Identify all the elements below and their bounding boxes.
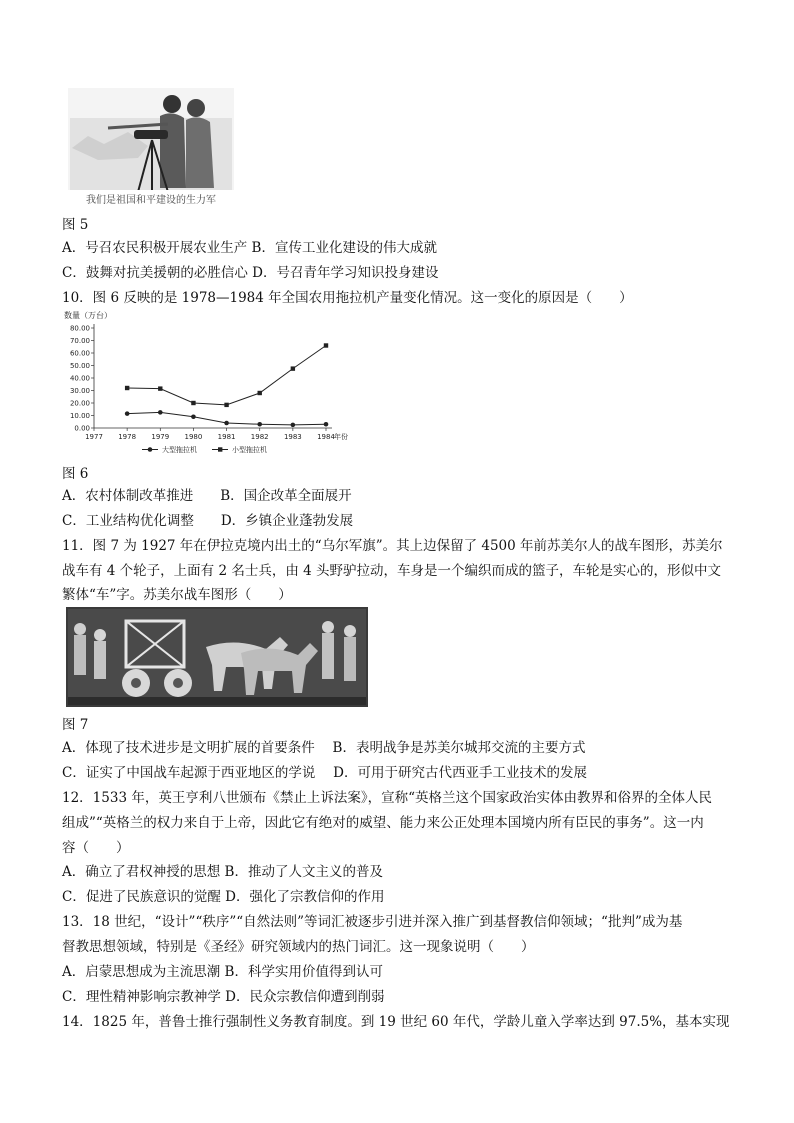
y-tick-label: 0.00 [74,424,90,433]
q12-line-1: 12．1533 年，英王亨利八世颁布《禁止上诉法案》，宣称“英格兰这个国家政治实体由教界和俗界的全体人民 [62,790,712,806]
q11-line-3: 繁体“车”字。苏美尔战车图形（ ） [62,587,292,603]
x-tick-label: 1983 [283,433,302,441]
q11-line-2: 战车有 4 个轮子，上面有 2 名士兵，由 4 头野驴拉动，车身是一个编织而成的篮子，车轮是实心的，形似中文 [62,563,722,579]
q11-line-1: 11．图 7 为 1927 年在伊拉克境内出土的“乌尔军旗”。其上边保留了 4500 年前苏美尔人的战车图形，苏美尔 [62,538,723,554]
q10-option-ab: A．农村体制改革推进 B．国企改革全面展开 [62,488,352,504]
y-tick-label: 10.00 [69,412,90,420]
x-axis-label: 年份 [334,433,348,441]
figure-5-label: 图 5 [62,217,89,233]
q12-option-ab: A．确立了君权神授的思想 B．推动了人文主义的普及 [62,864,383,880]
legend-label-2: 小型拖拉机 [232,446,267,454]
y-tick-label: 80.00 [69,324,90,333]
series-point-square [191,401,195,405]
x-tick-label: 1981 [217,433,236,441]
series-point-square [125,386,129,390]
q11-option-cd: C．证实了中国战车起源于西亚地区的学说 D．可用于研究古代西亚手工业技术的发展 [62,765,587,781]
q13-option-ab: A．启蒙思想成为主流思潮 B．科学实用价值得到认可 [62,964,383,980]
x-tick-label: 1982 [250,433,269,441]
x-tick-label: 1978 [118,433,137,441]
x-tick-label: 1977 [85,433,103,441]
poster-caption: 我们是祖国和平建设的生力军 [86,195,216,206]
q13-option-cd: C．理性精神影响宗教神学 D．民众宗教信仰遭到削弱 [62,989,385,1005]
series-point-circle [324,422,329,427]
poster-photo-image [68,88,234,208]
tractor-production-line-chart [62,310,362,460]
q14-line-1: 14．1825 年，普鲁士推行强制性义务教育制度。到 19 世纪 60 年代，学龄儿童入学率达到 97.5%，基本实现 [62,1014,730,1030]
chart-y-axis-label: 数量（万台） [64,311,112,320]
q11-option-ab: A．体现了技术进步是文明扩展的首要条件 B．表明战争是苏美尔城邦交流的主要方式 [62,740,586,756]
x-tick-label: 1984 [317,433,335,441]
x-tick-label: 1980 [184,433,203,441]
legend-marker-square [218,447,222,451]
q12-option-cd: C．促进了民族意识的觉醒 D．强化了宗教信仰的作用 [62,889,385,905]
q10-question: 10．图 6 反映的是 1978—1984 年全国农用拖拉机产量变化情况。这一变化的原因是（ ） [62,290,633,306]
figure-5-photo [68,88,234,208]
series-point-square [324,343,328,347]
series-point-circle [224,421,229,426]
y-tick-label: 50.00 [69,362,90,370]
q9-option-cd: C．鼓舞对抗美援朝的必胜信心 D．号召青年学习知识投身建设 [62,265,439,281]
series-point-circle [125,411,130,416]
standard-of-ur-chariot-image [66,607,368,707]
q12-line-2: 组成”“英格兰的权力来自于上帝，因此它有绝对的威望、能力来公正处理本国境内所有臣民的事务”。这一内 [62,815,704,831]
figure-6-chart [62,310,362,460]
series-point-circle [257,422,262,427]
q10-option-cd: C．工业结构优化调整 D．乡镇企业蓬勃发展 [62,513,354,529]
legend-label-1: 大型拖拉机 [162,446,197,454]
figure-7-label: 图 7 [62,717,89,733]
q9-option-ab: A．号召农民积极开展农业生产 B．宣传工业化建设的伟大成就 [62,240,437,256]
series-point-square [158,386,162,390]
series-point-circle [291,423,296,428]
q13-line-1: 13．18 世纪，“设计”“秩序”“自然法则”等词汇被逐步引进并深入推广到基督教信仰领域；“批判”成为基 [62,914,683,930]
y-tick-label: 40.00 [69,374,90,383]
y-tick-label: 70.00 [69,337,90,345]
series-point-square [258,391,262,395]
y-tick-label: 20.00 [69,399,90,408]
q12-line-3: 容（ ） [62,840,130,856]
series-point-square [224,403,228,407]
figure-6-label: 图 6 [62,466,89,482]
q13-line-2: 督教思想领域，特别是《圣经》研究领域内的热门词汇。这一现象说明（ ） [62,939,535,955]
series-point-circle [191,414,196,419]
y-tick-label: 30.00 [69,387,90,395]
y-tick-label: 60.00 [69,349,90,358]
figure-7-relief [66,607,368,707]
legend-marker-circle [148,447,153,452]
series-point-circle [158,410,163,415]
series-point-square [291,366,295,370]
series-line-2 [127,346,326,405]
x-tick-label: 1979 [151,433,170,441]
